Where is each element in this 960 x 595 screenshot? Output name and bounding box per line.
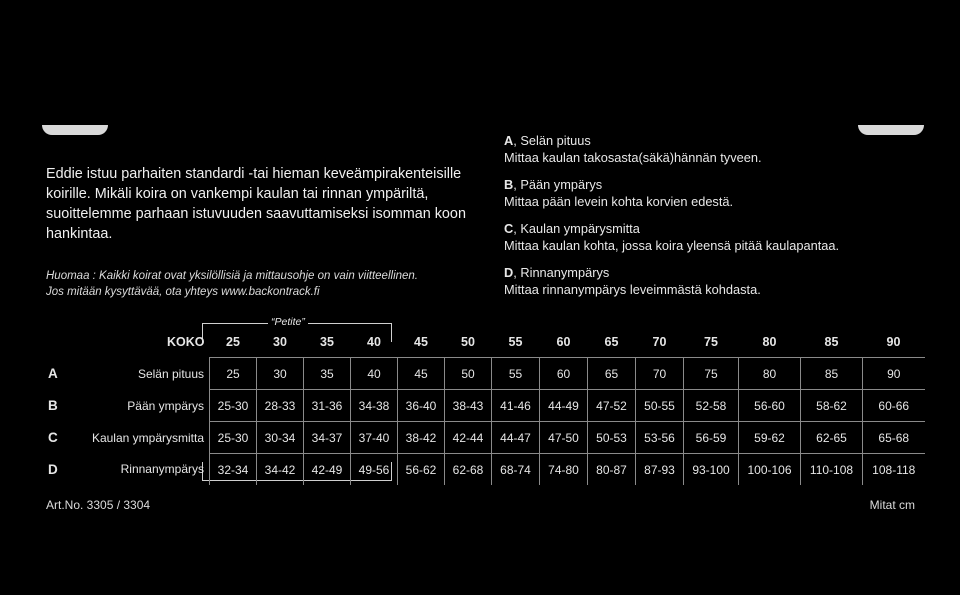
table-cell: 62-65 bbox=[801, 422, 863, 454]
table-cell: 93-100 bbox=[684, 454, 739, 486]
table-cell: 85 bbox=[801, 358, 863, 390]
table-cell: 36-40 bbox=[398, 390, 445, 422]
table-cell: 25-30 bbox=[210, 390, 257, 422]
table-cell: 56-62 bbox=[398, 454, 445, 486]
table-cell: 34-38 bbox=[351, 390, 398, 422]
units-label: Mitat cm bbox=[869, 498, 915, 512]
definition-title: , Kaulan ympärysmitta bbox=[513, 221, 640, 236]
table-cell: 108-118 bbox=[863, 454, 925, 486]
size-header: 85 bbox=[824, 334, 839, 349]
table-cell: 47-50 bbox=[540, 422, 588, 454]
table-cell: 42-49 bbox=[304, 454, 351, 486]
note-line-2: Jos mitään kysyttävää, ota yhteys www.backontrack.fi bbox=[46, 286, 320, 298]
table-cell: 68-74 bbox=[492, 454, 540, 486]
table-cell: 35 bbox=[304, 358, 351, 390]
table-row bbox=[40, 454, 925, 486]
table-row bbox=[40, 390, 925, 422]
table-cell: 80 bbox=[739, 358, 801, 390]
table-cell: 74-80 bbox=[540, 454, 588, 486]
table-cell: 56-59 bbox=[684, 422, 739, 454]
definition-desc: Mittaa kaulan kohta, jossa koira yleensä pitää kaulapantaa. bbox=[504, 238, 840, 253]
table-cell: 25-30 bbox=[210, 422, 257, 454]
row-code: B bbox=[48, 398, 58, 413]
definition-code: A bbox=[504, 133, 514, 148]
size-header: 40 bbox=[367, 334, 381, 349]
size-header: 50 bbox=[461, 334, 475, 349]
decorative-arc-left bbox=[42, 125, 108, 135]
table-cell: 50 bbox=[445, 358, 492, 390]
table-cell: 30 bbox=[257, 358, 304, 390]
table-cell: 31-36 bbox=[304, 390, 351, 422]
table-cell: 47-52 bbox=[588, 390, 636, 422]
note bbox=[46, 268, 486, 300]
row-name: Rinnanympärys bbox=[120, 462, 204, 477]
table-cell: 38-43 bbox=[445, 390, 492, 422]
size-header: 55 bbox=[508, 334, 523, 349]
definition-desc: Mittaa kaulan takosasta(säkä)hännän tyveen. bbox=[504, 150, 762, 165]
table-cell: 110-108 bbox=[801, 454, 863, 486]
table-cell: 34-37 bbox=[304, 422, 351, 454]
size-header-label: KOKO bbox=[167, 334, 205, 349]
row-code: A bbox=[48, 366, 58, 381]
table-cell: 34-42 bbox=[257, 454, 304, 486]
table-cell: 42-44 bbox=[445, 422, 492, 454]
table-cell: 38-42 bbox=[398, 422, 445, 454]
size-header: 25 bbox=[226, 334, 240, 349]
table-cell: 55 bbox=[492, 358, 540, 390]
table-row bbox=[40, 422, 925, 454]
article-number: Art.No. 3305 / 3304 bbox=[46, 498, 151, 512]
table-cell: 90 bbox=[863, 358, 925, 390]
definition-c bbox=[504, 220, 924, 254]
intro-text: Eddie istuu parhaiten standardi -tai hieman keveämpirakenteisille koirille. Mikäli koira on vankempi kaulan tai rinnan ympäriltä, suoittelemme parhaan istuvuuden saavuttamiseksi isomman koon hankintaa. bbox=[46, 166, 466, 242]
table-cell: 49-56 bbox=[351, 454, 398, 486]
size-header: 90 bbox=[886, 334, 901, 349]
table-cell: 25 bbox=[210, 358, 257, 390]
definition-code: B bbox=[504, 177, 514, 192]
size-header-row bbox=[40, 326, 925, 358]
table-cell: 30-34 bbox=[257, 422, 304, 454]
table-cell: 44-49 bbox=[540, 390, 588, 422]
table-cell: 80-87 bbox=[588, 454, 636, 486]
table-cell: 41-46 bbox=[492, 390, 540, 422]
size-header: 65 bbox=[604, 334, 619, 349]
definition-d bbox=[504, 264, 924, 298]
definition-title: , Pään ympärys bbox=[513, 177, 603, 192]
size-header: 75 bbox=[704, 334, 718, 349]
row-code: C bbox=[48, 430, 58, 445]
table-cell: 58-62 bbox=[801, 390, 863, 422]
definition-title: , Selän pituus bbox=[513, 133, 591, 148]
table-cell: 75 bbox=[684, 358, 739, 390]
row-code: D bbox=[48, 461, 58, 477]
size-header: 80 bbox=[762, 334, 777, 349]
size-header: 60 bbox=[556, 334, 571, 349]
row-name: Selän pituus bbox=[137, 366, 204, 381]
size-header: 45 bbox=[414, 334, 428, 349]
definition-title: , Rinnanympärys bbox=[513, 265, 610, 280]
table-cell: 40 bbox=[351, 358, 398, 390]
table-cell: 70 bbox=[636, 358, 684, 390]
table-cell: 60-66 bbox=[863, 390, 925, 422]
table-cell: 100-106 bbox=[739, 454, 801, 486]
table-cell: 37-40 bbox=[351, 422, 398, 454]
table-cell: 65-68 bbox=[863, 422, 925, 454]
definition-desc: Mittaa rinnanympärys leveimmästä kohdasta. bbox=[504, 282, 761, 297]
size-table bbox=[40, 326, 925, 485]
definition-desc: Mittaa pään levein kohta korvien edestä. bbox=[504, 194, 734, 209]
table-cell: 50-55 bbox=[636, 390, 684, 422]
table-cell: 52-58 bbox=[684, 390, 739, 422]
definition-a bbox=[504, 132, 924, 166]
row-name: Pään ympärys bbox=[127, 398, 204, 413]
size-header: 30 bbox=[273, 334, 287, 349]
table-row bbox=[40, 358, 925, 390]
table-cell: 60 bbox=[540, 358, 588, 390]
table-cell: 32-34 bbox=[210, 454, 257, 486]
table-cell: 53-56 bbox=[636, 422, 684, 454]
definition-code: C bbox=[504, 221, 514, 236]
table-cell: 45 bbox=[398, 358, 445, 390]
table-cell: 62-68 bbox=[445, 454, 492, 486]
table-cell: 28-33 bbox=[257, 390, 304, 422]
definition-code: D bbox=[504, 265, 514, 280]
note-line-1: Huomaa : Kaikki koirat ovat yksilöllisiä ja mittausohje on vain viitteellinen. bbox=[46, 270, 419, 282]
table-cell: 56-60 bbox=[739, 390, 801, 422]
petite-label: “Petite” bbox=[268, 316, 308, 328]
measurement-definitions bbox=[504, 132, 924, 308]
table-cell: 59-62 bbox=[739, 422, 801, 454]
size-header: 35 bbox=[320, 334, 334, 349]
definition-b bbox=[504, 176, 924, 210]
table-cell: 65 bbox=[588, 358, 636, 390]
table-cell: 87-93 bbox=[636, 454, 684, 486]
table-cell: 50-53 bbox=[588, 422, 636, 454]
size-header: 70 bbox=[652, 334, 667, 349]
row-name: Kaulan ympärysmitta bbox=[91, 430, 204, 445]
table-cell: 44-47 bbox=[492, 422, 540, 454]
